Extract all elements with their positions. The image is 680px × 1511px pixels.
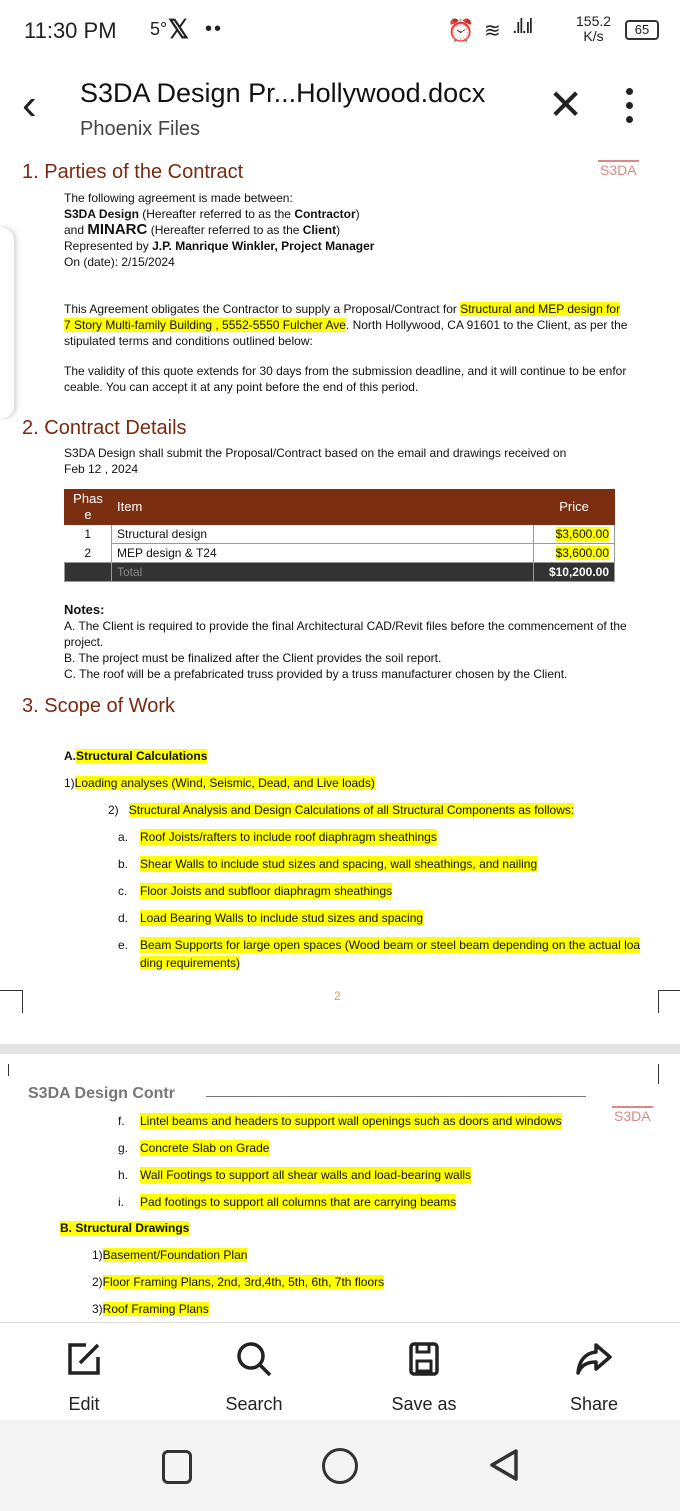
list-item: h. Wall Footings to support all shear walls and load-bearing walls: [118, 1168, 472, 1182]
search-icon: [234, 1339, 274, 1379]
validity-paragraph: The validity of this quote extends for 30 days from the submission deadline, and it will continue to be enfor ceable. You can accept it at any point before the end of this period.: [64, 364, 627, 394]
share-button[interactable]: [534, 1323, 654, 1421]
list-item: d. Load Bearing Walls to include stud sizes and spacing: [118, 911, 424, 925]
page-corner-mark: [8, 1064, 9, 1076]
close-icon[interactable]: ✕: [548, 81, 584, 128]
page-corner-mark: [658, 1064, 659, 1084]
item-cell: Structural design: [112, 525, 534, 544]
wifi-icon: ≋: [484, 20, 501, 42]
drawing-item: 2)Floor Framing Plans, 2nd, 3rd,4th, 5th, 6th, 7th floors: [92, 1275, 385, 1289]
back-triangle-icon[interactable]: [488, 1448, 520, 1482]
list-item-continuation: ding requirements): [140, 956, 241, 970]
document-page: [0, 158, 680, 1044]
search-label: Search: [225, 1394, 283, 1414]
page-corner-mark: [0, 990, 23, 1013]
total-price: $10,200.00: [534, 563, 615, 582]
header-price: Price: [534, 490, 615, 525]
notes-block: Notes: A. The Client is required to provide the final Architectural CAD/Revit files before the commencement of the project. B. The project must be finalized after the Client provides the soil report. C. The roof will be a prefabricated truss provided by a truss manufacturer chosen by the Client.: [64, 602, 627, 681]
list-item: f. Lintel beams and headers to support wall openings such as doors and windows: [118, 1114, 562, 1128]
price-cell: $3,600.00: [534, 525, 615, 544]
table-row: [65, 544, 615, 563]
section-1-heading: 1. Parties of the Contract: [22, 161, 244, 183]
section-3-heading: 3. Scope of Work: [22, 695, 176, 717]
structural-analysis-item: 2) Structural Analysis and Design Calculations of all Structural Components as follows:: [108, 803, 575, 817]
share-label: Share: [569, 1394, 619, 1414]
signal-icon: .ıl.ıl: [512, 16, 532, 38]
notification-dots-icon: ••: [205, 18, 224, 40]
clock: 11:30 PM: [24, 18, 117, 43]
structural-drawings-title: B. Structural Drawings: [60, 1221, 190, 1235]
company-logo: S3DA: [614, 1108, 651, 1124]
parties-block: The following agreement is made between: S3DA Design (Hereafter referred to as the Contractor) and MINARC (Hereafter referred to as the Client) Represented by J.P. Manrique Winkler, Project Manager On (date): 2/15/2024: [64, 191, 375, 269]
share-icon: [574, 1339, 614, 1379]
system-nav-bar: [0, 1420, 680, 1511]
page-corner-mark: [658, 990, 680, 1013]
loading-analyses-item: 1)Loading analyses (Wind, Seismic, Dead, and Live loads): [64, 776, 375, 790]
document-title: S3DA Design Pr...Hollywood.docx: [80, 78, 486, 108]
drawing-item: 1)Basement/Foundation Plan: [92, 1248, 248, 1262]
page-header-title: S3DA Design Contr: [28, 1085, 175, 1102]
battery-icon: 65: [625, 20, 659, 40]
temperature: 5°: [150, 19, 168, 39]
more-vert-icon[interactable]: [626, 88, 636, 130]
structural-calcs-title: A.Structural Calculations: [64, 749, 208, 763]
status-bar: [0, 0, 680, 62]
page-shadow: [0, 228, 14, 418]
x-app-icon: 𝕏: [168, 14, 189, 44]
recent-apps-icon[interactable]: [162, 1450, 192, 1484]
header-item: Item: [112, 490, 534, 525]
table-header-row: [65, 490, 615, 525]
list-item: a. Roof Joists/rafters to include roof diaphragm sheathings: [118, 830, 437, 844]
company-logo: S3DA: [600, 162, 637, 178]
back-arrow-icon[interactable]: ‹: [22, 80, 37, 129]
document-location: Phoenix Files: [80, 118, 201, 140]
home-icon[interactable]: [322, 1448, 358, 1484]
search-button[interactable]: [194, 1323, 314, 1421]
table-row: [65, 525, 615, 544]
edit-button[interactable]: [24, 1323, 144, 1421]
list-item: c. Floor Joists and subfloor diaphragm sheathings: [118, 884, 393, 898]
section-2-heading: 2. Contract Details: [22, 417, 187, 439]
list-item: b. Shear Walls to include stud sizes and spacing, wall sheathings, and nailing: [118, 857, 538, 871]
phase-cell: 2: [84, 545, 92, 560]
total-label: Total: [112, 563, 534, 582]
header-phase: Phas e: [65, 490, 112, 525]
page-number: 2: [334, 989, 341, 1003]
network-speed: 155.2 K/s: [576, 13, 612, 44]
page-separator: [0, 1044, 680, 1054]
bottom-toolbar: [0, 1322, 680, 1421]
save-as-label: Save as: [391, 1394, 457, 1414]
price-cell: $3,600.00: [534, 544, 615, 563]
agreement-paragraph: This Agreement obligates the Contractor to supply a Proposal/Contract for Structural and MEP design for 7 Story Multi-family Building , 5552-5550 Fulcher Ave. North Hollywood, CA 91601 to the Client, as per the stipulated terms and conditions outlined below:: [64, 302, 628, 348]
total-row: [65, 563, 615, 582]
list-item: g. Concrete Slab on Grade: [118, 1141, 270, 1155]
list-item: e. Beam Supports for large open spaces (Wood beam or steel beam depending on the actual loa: [118, 938, 641, 952]
drawing-item: 3)Roof Framing Plans: [92, 1302, 209, 1316]
alarm-icon: ⏰: [447, 18, 475, 43]
contract-details-text: S3DA Design shall submit the Proposal/Contract based on the email and drawings received on Feb 12 , 2024: [64, 446, 567, 476]
phase-cell: 1: [84, 527, 92, 542]
header-rule: [206, 1096, 586, 1097]
item-cell: MEP design & T24: [112, 544, 534, 563]
app-header: [0, 62, 680, 158]
edit-label: Edit: [68, 1394, 100, 1414]
save-as-button[interactable]: [364, 1323, 484, 1421]
save-icon: [404, 1339, 444, 1379]
document-page-2: [0, 1054, 680, 1322]
list-item: i. Pad footings to support all columns that are carrying beams: [118, 1195, 457, 1209]
price-table: [64, 489, 615, 582]
edit-icon: [64, 1339, 104, 1379]
